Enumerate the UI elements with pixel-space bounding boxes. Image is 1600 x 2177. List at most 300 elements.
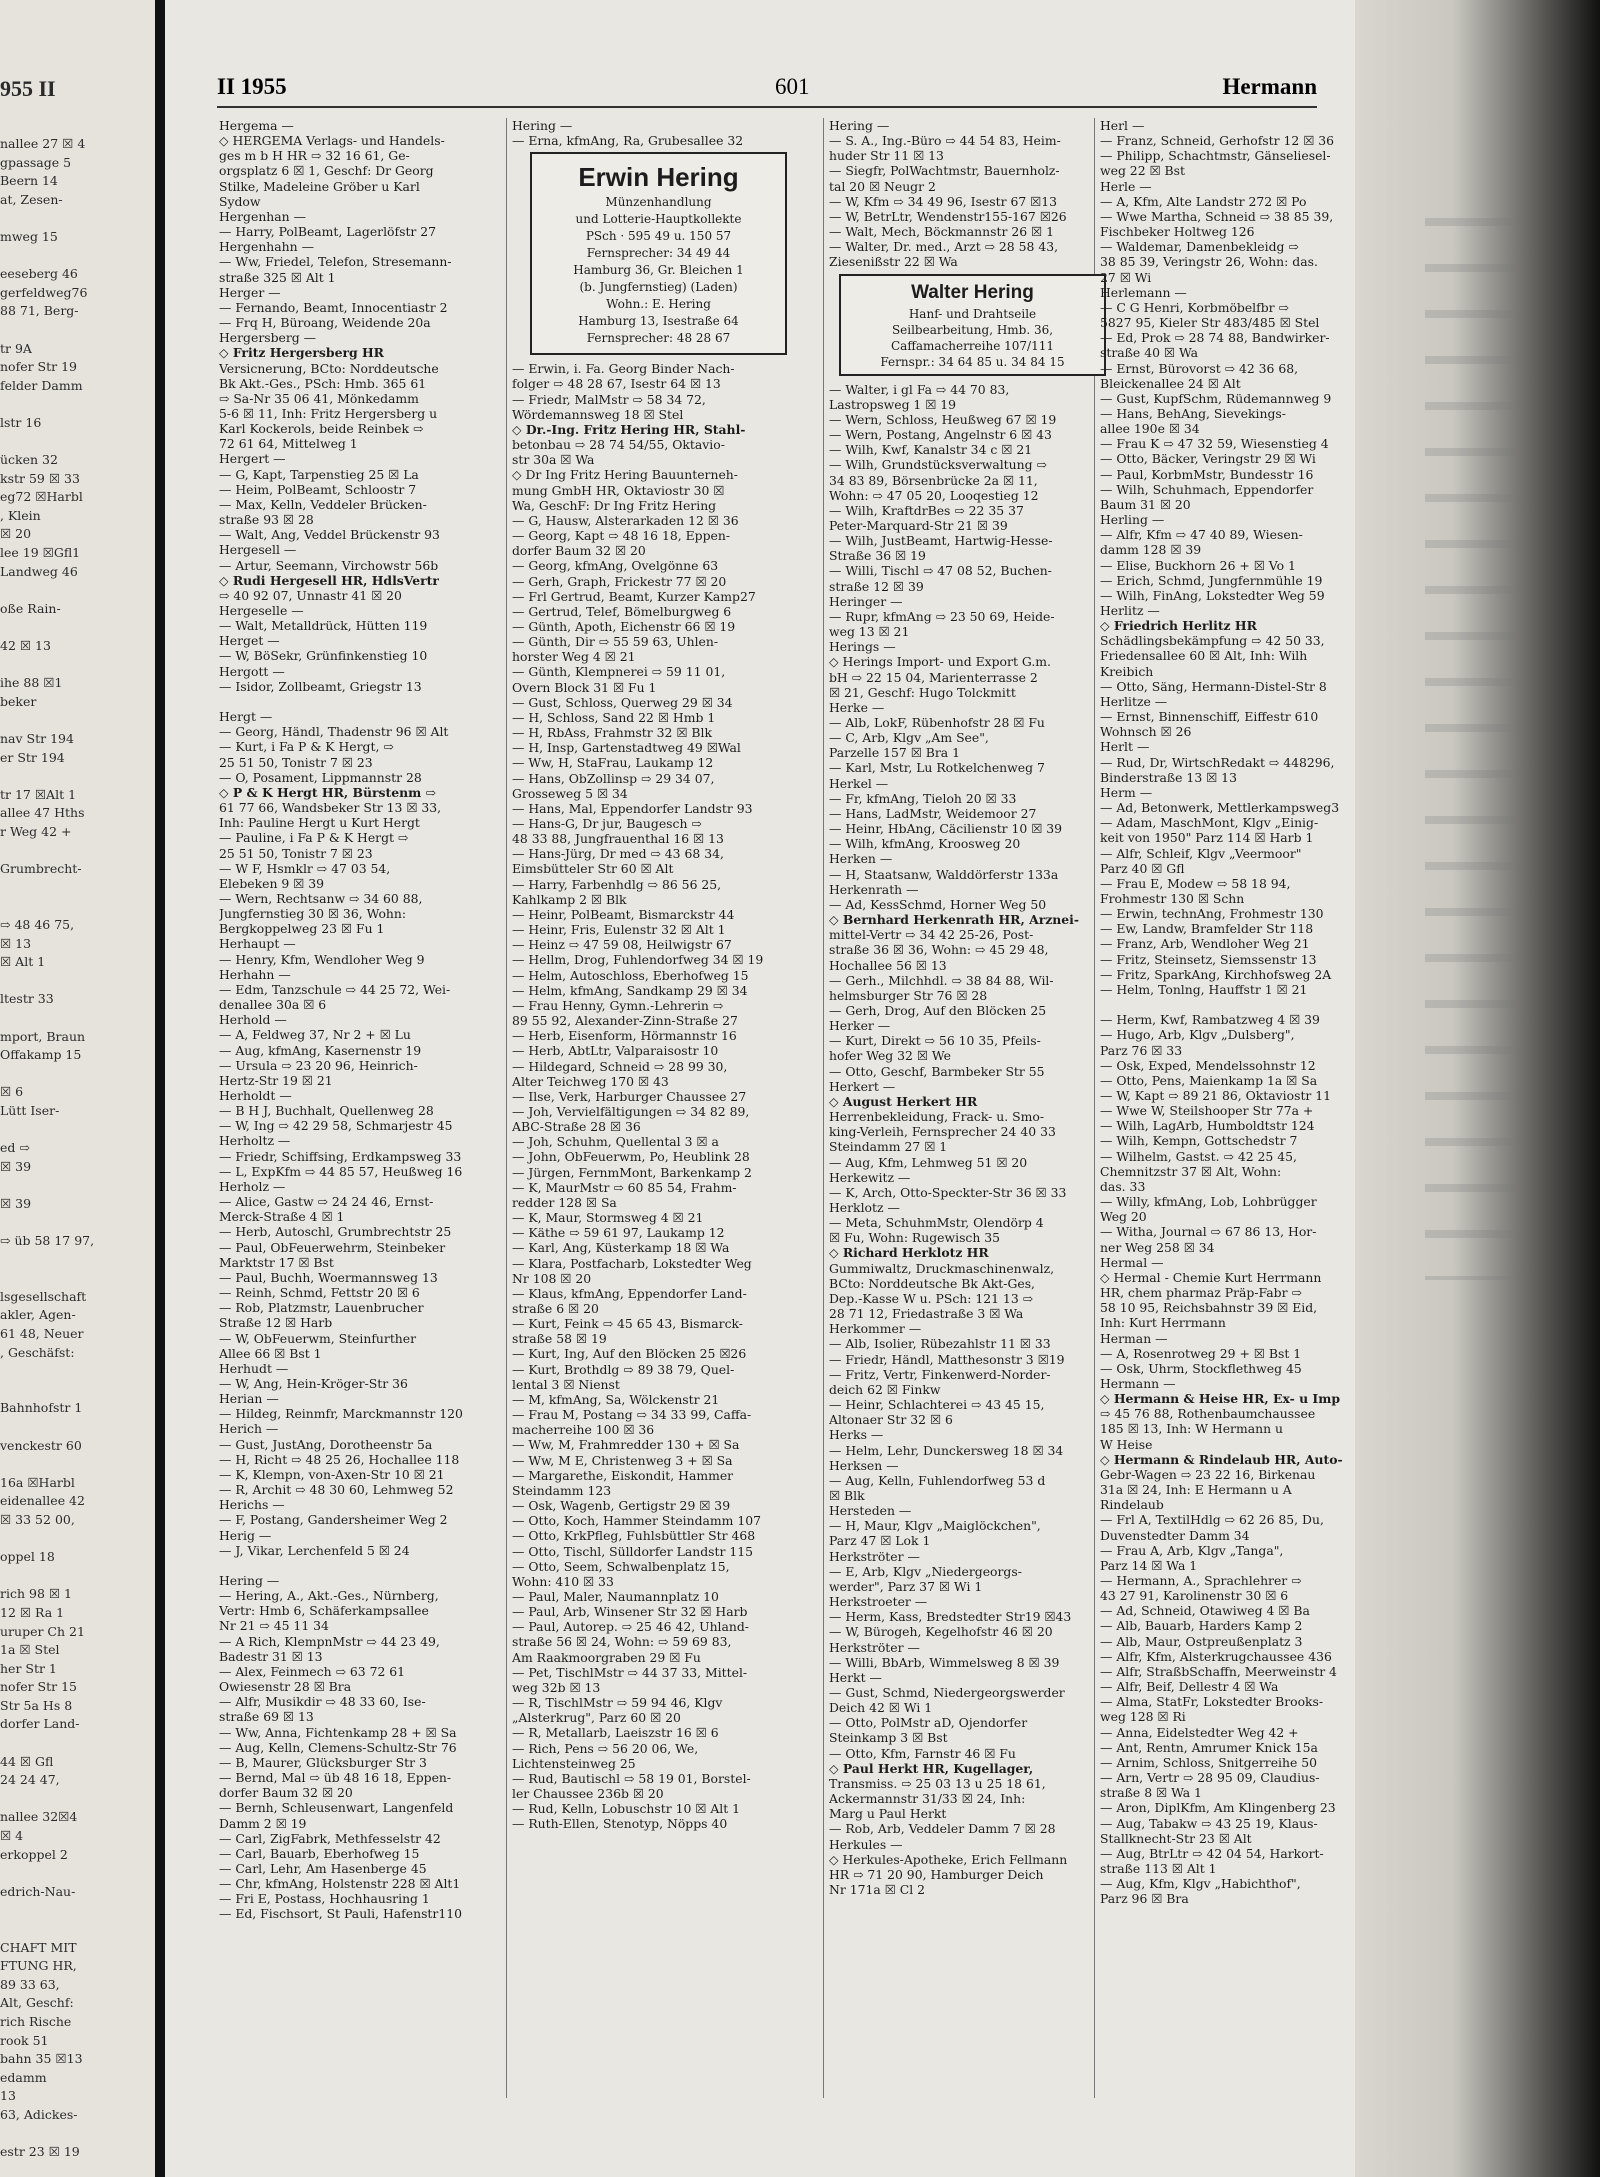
directory-line: — Carl, Lehr, Am Hasenberge 45 — [219, 1860, 427, 1876]
directory-line: Friedensallee 60 ☒ Alt, Inh: Wilh — [1100, 648, 1308, 664]
directory-line: 89 55 92, Alexander-Zinn-Straße 27 — [512, 1013, 738, 1029]
directory-line: denallee 30a ☒ 6 — [219, 997, 327, 1013]
directory-line: Hochallee 56 ☒ 13 — [829, 957, 947, 973]
directory-line: edamm — [0, 2069, 47, 2085]
directory-line: mweg 15 — [0, 228, 58, 244]
directory-line: — Karl, Mstr, Lu Rotkelchenweg 7 — [829, 760, 1045, 776]
directory-line: redder 128 ☒ Sa — [512, 1194, 617, 1210]
directory-line: Herger — — [219, 284, 281, 300]
directory-line: — Franz, Arb, Wendloher Weg 21 — [1100, 936, 1310, 952]
directory-line: — Joh, Schuhm, Quellental 3 ☒ a — [512, 1134, 719, 1150]
directory-line: straße 6 ☒ 20 — [512, 1301, 599, 1316]
directory-line: mittel-Vertr ⇨ 34 42 25-26, Post- — [829, 927, 1034, 943]
directory-line: — Wilh, Grundstücksverwaltung ⇨ — [829, 457, 1047, 473]
directory-line: — Hans-Jürg, Dr med ⇨ 43 68 34, — [512, 846, 724, 862]
directory-line: — Otto, Pens, Maienkamp 1a ☒ Sa — [1100, 1072, 1318, 1088]
directory-line: — Siegfr, PolWachtmstr, Bauernholz- — [829, 163, 1060, 179]
directory-line: — Alfr, Schleif, Klgv „Veermoor" — [1100, 845, 1302, 861]
directory-line: ihe 88 ☒1 — [0, 675, 63, 691]
page-header-keyword: Hermann — [1222, 74, 1317, 99]
directory-line: — Rud, Kelln, Lobuschstr 10 ☒ Alt 1 — [512, 1801, 741, 1817]
directory-line: felder Damm — [0, 377, 83, 393]
directory-line — [0, 1176, 150, 1195]
directory-line: Parzelle 157 ☒ Bra 1 — [829, 745, 961, 761]
advert-walter-hering — [839, 274, 1106, 376]
directory-line: — Margarethe, Eiskondit, Hammer — [512, 1467, 734, 1483]
directory-line: Hergenhahn — — [219, 239, 314, 255]
directory-line: — Erwin, technAng, Frohmestr 130 — [1100, 906, 1324, 922]
directory-line: — Willi, BbArb, Wimmelsweg 8 ☒ 39 — [829, 1654, 1060, 1670]
advert-name: Walter Hering — [911, 281, 1034, 303]
directory-line: ◇ Friedrich Herlitz HR — [1100, 618, 1257, 634]
directory-line: — K, MaurMstr ⇨ 60 85 54, Frahm- — [512, 1179, 737, 1195]
directory-line: — Wilh, FinAng, Lokstedter Weg 59 — [1100, 587, 1325, 603]
directory-line: lental 3 ☒ Nienst — [512, 1376, 620, 1392]
directory-line — [0, 1920, 150, 1939]
directory-line: oße Rain- — [0, 600, 61, 616]
directory-line: Herle — — [1100, 178, 1152, 194]
directory-line: allee 47 Hths — [0, 805, 85, 821]
directory-line: Owiesenstr 28 ☒ Bra — [219, 1679, 352, 1695]
directory-line: er Str 194 — [0, 749, 65, 765]
directory-line: Str 5a Hs 8 — [0, 1697, 73, 1713]
directory-line: — Gertrud, Telef, Bömelburgweg 6 — [512, 603, 732, 619]
directory-line: Hergenhan — — [219, 208, 306, 224]
directory-line: bahn 35 ☒13 — [0, 2051, 83, 2067]
directory-line: — Herb, Autoschl, Grumbrechtstr 25 — [219, 1224, 452, 1240]
directory-line: — F, Postang, Gandersheimer Weg 2 — [219, 1512, 448, 1528]
directory-line: lsgesellschaft — [0, 1288, 87, 1304]
directory-line: ⇨ üb 58 17 97, — [0, 1233, 95, 1249]
directory-line: gerfeldweg76 — [0, 284, 88, 300]
directory-line — [0, 1734, 150, 1753]
directory-line: — Helm, Tonlng, Hauffstr 1 ☒ 21 — [1100, 981, 1308, 997]
directory-line: ◇ Hermal - Chemie Kurt Herrmann — [1100, 1269, 1322, 1285]
directory-line: — Arn, Vertr ⇨ 28 95 09, Claudius- — [1100, 1770, 1320, 1786]
directory-line: HR ⇨ 71 20 90, Hamburger Deich — [829, 1866, 1044, 1882]
directory-line: ☒ Alt 1 — [0, 954, 46, 970]
directory-line: ◇ Hermann & Heise HR, Ex- u Imp — [1100, 1391, 1340, 1407]
directory-line: und Lotterie-Hauptkollekte — [575, 212, 742, 227]
directory-line: — Günth, Apoth, Eichenstr 66 ☒ 19 — [512, 618, 736, 634]
directory-line: nofer Str 15 — [0, 1679, 77, 1695]
directory-line: — Hans, Mal, Eppendorfer Landstr 93 — [512, 800, 753, 816]
directory-line: ◇ Herkules-Apotheke, Erich Fellmann — [829, 1851, 1068, 1867]
directory-line: hofer Weg 32 ☒ We — [829, 1048, 951, 1064]
directory-line: Steinkamp 3 ☒ Bst — [829, 1730, 948, 1746]
directory-line: Herig — — [219, 1527, 272, 1543]
directory-line: nav Str 194 — [0, 731, 74, 746]
directory-line — [0, 767, 150, 786]
directory-line: Dep.-Kasse W u. PSch: 121 13 ⇨ — [829, 1290, 1034, 1306]
directory-line: — Osk, Exped, Mendelssohnstr 12 — [1100, 1057, 1316, 1073]
advert-name: Erwin Hering — [578, 162, 739, 193]
directory-line — [0, 1901, 150, 1920]
directory-line — [0, 897, 150, 916]
directory-line: Hergt — — [219, 709, 273, 725]
directory-line: ◇ Bernhard Herkenrath HR, Arznei- — [829, 912, 1080, 928]
previous-page-lines — [0, 135, 150, 2162]
directory-line: straße 69 ☒ 13 — [219, 1709, 314, 1725]
directory-line: — John, ObFeuerwm, Po, Heublink 28 — [512, 1149, 750, 1165]
directory-line: — Chr, kfmAng, Holstenstr 228 ☒ Alt1 — [219, 1876, 461, 1892]
directory-line: 5-6 ☒ 11, Inh: Fritz Hergersberg u — [219, 405, 438, 421]
directory-line: Herkel — — [829, 775, 889, 791]
directory-line: — Hans-G, Dr jur, Baugesch ⇨ — [512, 816, 702, 831]
directory-line — [0, 247, 150, 266]
directory-line: — Ww, H, StaFrau, Laukamp 12 — [512, 755, 714, 771]
directory-line: — Helm, kfmAng, Sandkamp 29 ☒ 34 — [512, 982, 748, 998]
directory-line: Parz 14 ☒ Wa 1 — [1100, 1557, 1198, 1573]
directory-line: Steindamm 123 — [512, 1482, 612, 1498]
directory-line: straße 325 ☒ Alt 1 — [219, 269, 336, 285]
directory-line: — H, RbAss, Frahmstr 32 ☒ Blk — [512, 725, 712, 741]
directory-line: Grosseweg 5 ☒ 34 — [512, 785, 628, 801]
directory-line: Vertr: Hmb 6, Schäferkampsallee — [219, 1603, 429, 1619]
directory-line: Herholdt — — [219, 1088, 292, 1103]
directory-line: macherreihe 100 ☒ 36 — [512, 1422, 655, 1438]
directory-line: — Wilh, JustBeamt, Hartwig-Hesse- — [829, 533, 1053, 549]
directory-line: — Osk, Wagenb, Gertigstr 29 ☒ 39 — [512, 1498, 731, 1514]
directory-line: Hanf- und Drahtseile — [908, 306, 1037, 321]
directory-line: Herichs — — [219, 1497, 285, 1513]
directory-line: CHAFT MIT — [0, 1939, 77, 1955]
directory-line: Alter Teichweg 170 ☒ 43 — [512, 1073, 669, 1089]
directory-line: — Witha, Journal ⇨ 67 86 13, Hor- — [1100, 1224, 1317, 1240]
directory-line: — Wilh, LagArb, Humboldtstr 124 — [1100, 1118, 1315, 1134]
directory-line — [0, 656, 150, 675]
directory-line: ◇ Herings Import- und Export G.m. — [829, 654, 1051, 670]
directory-line: — W, Bürogeh, Kegelhofstr 46 ☒ 20 — [829, 1624, 1053, 1640]
directory-line: Hergema — — [219, 118, 294, 133]
directory-line: Steindamm 27 ☒ 1 — [829, 1139, 948, 1155]
directory-line: — Ernst, Bürovorst ⇨ 42 36 68, — [1100, 360, 1299, 376]
directory-line: — Ant, Rentn, Amrumer Knick 15a — [1100, 1739, 1318, 1755]
directory-line: — Paul, Buchh, Woermannsweg 13 — [219, 1269, 438, 1285]
directory-line: — R, TischlMstr ⇨ 59 94 46, Klgv — [512, 1695, 723, 1711]
directory-line: — Kurt, i Fa P & K Hergt, ⇨ — [219, 739, 394, 755]
previous-page-sliver — [0, 0, 155, 2177]
directory-line: — Friedr, Händl, Matthesonstr 3 ☒19 — [829, 1351, 1065, 1367]
directory-line: Wördemannsweg 18 ☒ Stel — [512, 406, 684, 422]
directory-line: — Edm, Tanzschule ⇨ 44 25 72, Wei- — [219, 981, 451, 997]
directory-line: (b. Jungfernstieg) (Laden) — [579, 280, 738, 295]
directory-line — [0, 2125, 150, 2144]
directory-line: Bergkoppelweg 23 ☒ Fu 1 — [219, 921, 385, 937]
directory-line — [0, 1418, 150, 1437]
directory-line: ☒ 13 — [0, 935, 32, 951]
directory-line: Hersteden — — [829, 1503, 912, 1519]
directory-line: — W F, Hsmklr ⇨ 47 03 54, — [219, 860, 391, 876]
directory-line: , Klein — [0, 507, 41, 523]
directory-line: Schädlingsbekämpfung ⇨ 42 50 33, — [1100, 633, 1325, 649]
directory-line — [0, 1530, 150, 1549]
directory-line: Herian — — [219, 1391, 279, 1407]
directory-line: — Ad, Schneid, Otawiweg 4 ☒ Ba — [1100, 1603, 1310, 1619]
directory-line: ABC-Straße 28 ☒ 36 — [512, 1119, 641, 1135]
directory-line: — Otto, Tischl, Sülldorfer Landstr 115 — [512, 1543, 753, 1559]
directory-line: allee 190e ☒ 34 — [1100, 421, 1200, 437]
directory-line: — Aug, Kfm, Klgv „Habichthof", — [1100, 1876, 1301, 1892]
directory-line — [0, 972, 150, 991]
directory-line: 27 ☒ Wi — [1100, 269, 1152, 285]
directory-line: Peter-Marquard-Str 21 ☒ 39 — [829, 517, 1008, 533]
directory-line: Grumbrecht- — [0, 861, 82, 877]
directory-line: — Carl, Bauarb, Eberhofweg 15 — [219, 1845, 420, 1861]
directory-line: 5827 95, Kieler Str 483/485 ☒ Stel — [1100, 315, 1320, 331]
directory-line: — O, Posament, Lippmannstr 28 — [219, 769, 422, 785]
directory-line: — Gust, JustAng, Dorotheenstr 5a — [219, 1436, 433, 1452]
directory-line: — Harry, Farbenhdlg ⇨ 86 56 25, — [512, 876, 722, 892]
directory-line: Badestr 31 ☒ 13 — [219, 1648, 323, 1664]
directory-line: mung GmbH HR, Oktaviostr 30 ☒ — [512, 482, 725, 498]
directory-line: weg 32b ☒ 13 — [512, 1679, 601, 1695]
directory-line: rich Rische — [0, 2013, 72, 2029]
directory-line: ⇨ Sa-Nr 35 06 41, Mönkedamm — [219, 390, 419, 406]
directory-line: Hering — — [219, 1573, 280, 1588]
directory-line: — Joh, Vervielfältigungen ⇨ 34 82 89, — [512, 1103, 750, 1119]
directory-line: — Günth, Klempnerei ⇨ 59 11 01, — [512, 664, 726, 680]
directory-line: — Adam, MaschMont, Klgv „Einig- — [1100, 815, 1319, 831]
directory-line: — Alb, LokF, Rübenhofstr 28 ☒ Fu — [829, 715, 1045, 730]
directory-line: Beern 14 — [0, 173, 58, 189]
directory-line: — Otto, PolMstr aD, Ojendorfer — [829, 1715, 1028, 1731]
directory-line: — Aug, Kelln, Fuhlendorfweg 53 d — [829, 1472, 1046, 1488]
directory-line: 43 27 91, Karolinenstr 30 ☒ 6 — [1100, 1588, 1289, 1604]
directory-line: ☒ 33 52 00, — [0, 1511, 75, 1527]
directory-line: Herkewitz — — [829, 1169, 911, 1185]
directory-line: Herlt — — [1100, 739, 1150, 755]
directory-line: nofer Str 19 — [0, 359, 77, 375]
directory-line: — Reinh, Schmd, Fettstr 20 ☒ 6 — [219, 1285, 420, 1301]
directory-line: — Artur, Seemann, Virchowstr 56b — [219, 557, 439, 573]
directory-line — [0, 1009, 150, 1028]
directory-line: Herget — — [219, 633, 280, 649]
directory-line: — Rud, Bautischl ⇨ 58 19 01, Borstel- — [512, 1770, 751, 1786]
directory-line: Kreibich — [1100, 663, 1154, 679]
directory-line: horster Weg 4 ☒ 21 — [512, 649, 636, 665]
directory-line: Straße 12 ☒ Harb — [219, 1315, 333, 1331]
directory-column-4 — [1100, 118, 1355, 1906]
directory-line: ◇ Dr Ing Fritz Hering Bauunterneh- — [512, 467, 738, 483]
directory-line: — K, Maur, Stormsweg 4 ☒ 21 — [512, 1210, 704, 1226]
directory-line: tal 20 ☒ Neugr 2 — [829, 178, 936, 194]
directory-line: akler, Agen- — [0, 1307, 76, 1323]
directory-line: — Alb, Isolier, Rübezahlstr 11 ☒ 33 — [829, 1336, 1051, 1352]
directory-line: — Wilh, KraftdrBes ⇨ 22 35 37 — [829, 502, 1024, 518]
directory-line: — Elise, Buckhorn 26 + ☒ Vo 1 — [1100, 557, 1296, 573]
directory-line: 25 51 50, Tonistr 7 ☒ 23 — [219, 845, 373, 861]
directory-line: , Geschäfst: — [0, 1344, 75, 1360]
book-gutter — [155, 0, 165, 2177]
directory-line: — Alfr, Musikdir ⇨ 48 33 60, Ise- — [219, 1694, 426, 1710]
directory-line: — Waldemar, Damenbekleidg ⇨ — [1100, 239, 1299, 255]
directory-line: Herling — — [1100, 512, 1165, 528]
directory-line: Overn Block 31 ☒ Fu 1 — [512, 679, 657, 695]
directory-line: Altonaer Str 32 ☒ 6 — [829, 1412, 953, 1428]
directory-line: — Wern, Rechtsanw ⇨ 34 60 88, — [219, 890, 423, 906]
directory-line: — Karl, Ang, Küsterkamp 18 ☒ Wa — [512, 1240, 730, 1256]
directory-line: folger ⇨ 48 28 67, Isestr 64 ☒ 13 — [512, 376, 721, 392]
directory-line: Hergert — — [219, 451, 286, 467]
advert-erwin-hering — [530, 152, 787, 355]
directory-line: — Isidor, Zollbeamt, Griegstr 13 — [219, 678, 422, 694]
directory-line: — Franz, Schneid, Gerhofstr 12 ☒ 36 — [1100, 133, 1335, 149]
directory-line: — Frq H, Büroang, Weidende 20a — [219, 315, 431, 331]
directory-line: r Weg 42 + — [0, 823, 72, 839]
directory-line: Hamburg 36, Gr. Bleichen 1 — [573, 263, 744, 278]
directory-line: — Georg, Händl, Thadenstr 96 ☒ Alt — [219, 724, 449, 740]
directory-line: Transmiss. ⇨ 25 03 13 u 25 18 61, — [829, 1775, 1046, 1791]
directory-line: Deich 42 ☒ Wi 1 — [829, 1700, 933, 1716]
directory-line: — Günth, Dir ⇨ 55 59 63, Uhlen- — [512, 634, 719, 650]
directory-line: — Fritz, Steinsetz, Siemssenstr 13 — [1100, 951, 1317, 967]
directory-line: — Rob, Arb, Veddeler Damm 7 ☒ 28 — [829, 1821, 1056, 1837]
directory-line: — Paul, KorbmMstr, Bundesstr 16 — [1100, 466, 1314, 482]
directory-line: — K, Klempn, von-Axen-Str 10 ☒ 21 — [219, 1466, 445, 1482]
directory-line: — Ww, M, Frahmredder 130 + ☒ Sa — [512, 1437, 740, 1453]
directory-line: — Wern, Postang, Angelnstr 6 ☒ 43 — [829, 427, 1052, 443]
directory-line: Herholtz — — [219, 1133, 291, 1149]
directory-column-3 — [829, 118, 1112, 1897]
directory-line: — Ed, Prok ⇨ 28 74 88, Bandwirker- — [1100, 330, 1330, 346]
directory-line: — Aug, BtrLtr ⇨ 42 04 54, Harkort- — [1100, 1845, 1324, 1861]
directory-line: Herkt — — [829, 1669, 882, 1685]
directory-line: — Aron, DiplKfm, Am Klingenberg 23 — [1100, 1800, 1336, 1816]
directory-line: — Hans, ObZollinsp ⇨ 29 34 07, — [512, 770, 715, 786]
directory-line: Herklotz — — [829, 1200, 900, 1215]
directory-line: — H, Maur, Klgv „Maiglöckchen", — [829, 1518, 1041, 1534]
directory-line: Herholz — — [219, 1178, 286, 1194]
directory-line: Heringer — — [829, 593, 903, 609]
directory-line: Bahnhofstr 1 — [0, 1400, 83, 1416]
directory-line: — Rud, Dr, WirtschRedakt ⇨ 448296, — [1100, 754, 1335, 770]
directory-line: Versicnerung, BCto: Norddeutsche — [219, 360, 439, 376]
directory-line: — B H J, Buchhalt, Quellenweg 28 — [219, 1103, 434, 1119]
directory-line: ◇ Dr.-Ing. Fritz Hering HR, Stahl- — [512, 421, 746, 437]
directory-line: Allee 66 ☒ Bst 1 — [219, 1345, 322, 1361]
directory-line: Am Raakmoorgraben 29 ☒ Fu — [512, 1649, 701, 1665]
directory-line: beker — [0, 693, 37, 709]
directory-line: Lichtensteinweg 25 — [512, 1755, 636, 1771]
directory-line: straße 12 ☒ 39 — [829, 578, 924, 594]
directory-line: — Herm, Kwf, Rambatzweg 4 ☒ 39 — [1100, 1012, 1320, 1028]
directory-line: tr 9A — [0, 340, 32, 356]
directory-line: ◇ August Herkert HR — [829, 1093, 978, 1109]
directory-line: — Paul, Arb, Winsener Str 32 ☒ Harb — [512, 1604, 748, 1620]
directory-line — [0, 1567, 150, 1586]
directory-line: Parz 96 ☒ Bra — [1100, 1891, 1189, 1907]
directory-line: Herhudt — — [219, 1360, 289, 1376]
directory-line: ◇ P & K Hergt HR, Bürstenm ⇨ — [219, 784, 436, 800]
directory-line: ☒ 39 — [0, 1158, 32, 1174]
directory-line: Baum 31 ☒ 20 — [1100, 496, 1191, 512]
directory-line: ☒ 21, Geschf: Hugo Tolckmitt — [829, 684, 1016, 700]
directory-line: — Hans, BehAng, Sievekings- — [1100, 405, 1286, 421]
directory-line: Hertz-Str 19 ☒ 21 — [219, 1072, 333, 1088]
directory-line: Bk Akt.-Ges., PSch: Hmb. 365 61 — [219, 375, 427, 391]
directory-line: Eimsbütteler Str 60 ☒ Alt — [512, 861, 674, 877]
directory-line: — Pauline, i Fa P & K Hergt ⇨ — [219, 830, 409, 846]
directory-line: 38 85 39, Veringstr 26, Wohn: das. — [1100, 254, 1318, 270]
directory-line: eidenallee 42 — [0, 1493, 85, 1509]
directory-line — [0, 1269, 150, 1288]
directory-line: — W, Kapt ⇨ 89 21 86, Oktaviostr 11 — [1100, 1088, 1332, 1103]
directory-line: — Heinr, Schlachterei ⇨ 43 45 15, — [829, 1397, 1045, 1413]
directory-line: ücken 32 — [0, 452, 58, 468]
directory-line: betonbau ⇨ 28 74 54/55, Oktavio- — [512, 437, 725, 453]
directory-line: — Paul, ObFeuerwehrm, Steinbeker — [219, 1239, 446, 1255]
directory-line: weg 22 ☒ Bst — [1100, 163, 1186, 179]
directory-line: Münzenhandlung — [605, 195, 712, 210]
directory-line: — G, Kapt, Tarpenstieg 25 ☒ La — [219, 466, 419, 482]
directory-line: ⇨ 45 76 88, Rothenbaumchaussee — [1100, 1406, 1316, 1422]
directory-line — [0, 433, 150, 452]
page-edge — [1355, 0, 1600, 2177]
directory-line: Bleickenallee 24 ☒ Alt — [1100, 375, 1241, 391]
directory-line — [0, 1251, 150, 1270]
directory-line: — Frl Gertrud, Beamt, Kurzer Kamp27 — [512, 588, 756, 604]
directory-line: — Pet, TischlMstr ⇨ 44 37 33, Mittel- — [512, 1664, 748, 1680]
directory-line: Gebr-Wagen ⇨ 23 22 16, Birkenau — [1100, 1466, 1316, 1482]
directory-line: 16a ☒Harbl — [0, 1474, 75, 1490]
directory-line: ☒ 4 — [0, 1828, 24, 1844]
directory-line: — Fr, kfmAng, Tieloh 20 ☒ 33 — [829, 790, 1017, 806]
directory-line: — Hering, A., Akt.-Ges., Nürnberg, — [219, 1588, 439, 1604]
directory-line: Nr 21 ⇨ 45 11 34 — [219, 1618, 329, 1634]
directory-line: ☒ Blk — [829, 1487, 865, 1503]
page-header-left: II 1955 — [217, 74, 287, 99]
directory-line: — Kurt, Direkt ⇨ 56 10 35, Pfeils- — [829, 1033, 1041, 1049]
directory-line: — H, Staatsanw, Walddörferstr 133a — [829, 866, 1059, 882]
directory-line: Hering — — [512, 118, 573, 133]
directory-line: — Ad, Betonwerk, Mettlerkampsweg3 — [1100, 800, 1340, 816]
directory-line: — Walt, Mech, Böckmannstr 26 ☒ 1 — [829, 224, 1054, 240]
directory-line: W Heise — [1100, 1436, 1153, 1452]
directory-line: nallee 27 ☒ 4 — [0, 136, 86, 151]
directory-line: weg 128 ☒ Ri — [1100, 1709, 1186, 1725]
directory-line: — Frau Henny, Gymn.-Lehrerin ⇨ — [512, 997, 724, 1013]
directory-line: — Henry, Kfm, Wendloher Weg 9 — [219, 951, 425, 967]
directory-line: Marg u Paul Herkt — [829, 1806, 947, 1822]
directory-line: damm 128 ☒ 39 — [1100, 542, 1202, 558]
directory-line: — C G Henri, Korbmöbelfbr ⇨ — [1100, 299, 1289, 315]
directory-line: — Otto, Koch, Hammer Steindamm 107 — [512, 1513, 761, 1529]
directory-line: — C, Arb, Klgv „Am See", — [829, 730, 989, 746]
page-number: 601 — [775, 74, 810, 99]
directory-line: rich 98 ☒ 1 — [0, 1586, 73, 1602]
directory-line: 24 24 47, — [0, 1772, 60, 1788]
directory-line: — Paul, Autorep. ⇨ 25 46 42, Uhland- — [512, 1619, 749, 1635]
directory-line: Nr 171a ☒ Cl 2 — [829, 1882, 925, 1898]
directory-line: dorfer Land- — [0, 1716, 80, 1732]
directory-line: ◇ Rudi Hergesell HR, HdlsVertr — [219, 572, 439, 588]
directory-page — [165, 0, 1355, 2177]
directory-line — [0, 879, 150, 898]
directory-line: — Rupr, kfmAng ⇨ 23 50 69, Heide- — [829, 608, 1055, 624]
directory-line: — Heinr, HbAng, Cäcilienstr 10 ☒ 39 — [829, 821, 1063, 837]
directory-line: Herings — — [829, 639, 896, 655]
directory-line: Sydow — [219, 193, 261, 209]
directory-line: — Hildeg, Reinmfr, Marckmannstr 120 — [219, 1406, 463, 1422]
directory-line: — Friedr, Schiffsing, Erdkampsweg 33 — [219, 1148, 462, 1164]
directory-line: — Aug, Kfm, Lehmweg 51 ☒ 20 — [829, 1154, 1028, 1170]
directory-line: — Kurt, Ing, Auf den Blöcken 25 ☒26 — [512, 1346, 747, 1362]
directory-line: Herkenrath — — [829, 881, 919, 897]
directory-line: ner Weg 258 ☒ 34 — [1100, 1239, 1215, 1255]
directory-line: Damm 2 ☒ 19 — [219, 1815, 307, 1831]
directory-line: Lütt Iser- — [0, 1102, 60, 1118]
